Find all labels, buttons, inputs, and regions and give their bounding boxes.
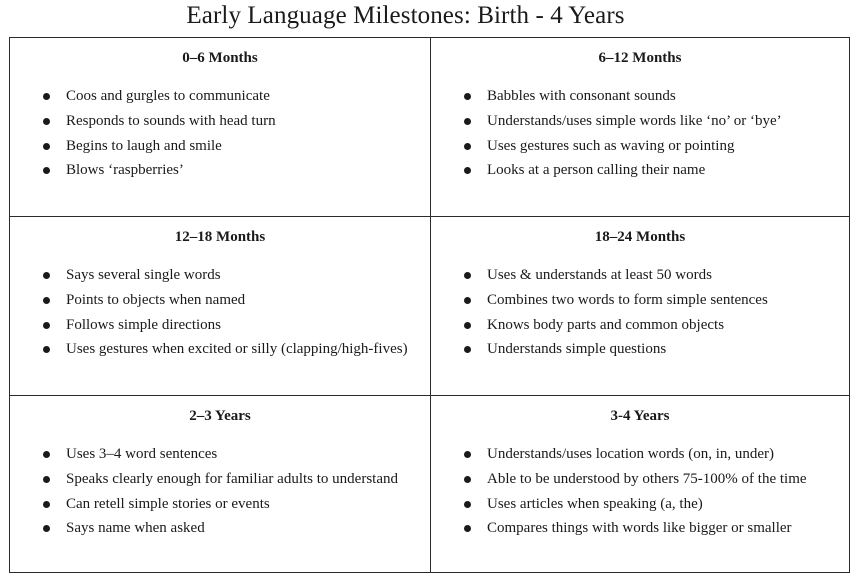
- list-item: Combines two words to form simple sentences: [431, 288, 849, 313]
- list-item: Babbles with consonant sounds: [431, 84, 849, 109]
- list-item: Coos and gurgles to communicate: [10, 84, 430, 109]
- milestones-table: [9, 37, 850, 573]
- milestone-list: [431, 263, 849, 362]
- cell-heading: 12–18 Months: [174, 229, 266, 245]
- list-item: Knows body parts and common objects: [431, 313, 849, 338]
- milestone-list: [431, 84, 849, 183]
- list-item: Uses gestures when excited or silly (clapping/high-fives): [10, 337, 430, 362]
- cell-heading: 2–3 Years: [189, 408, 251, 424]
- list-item: Speaks clearly enough for familiar adults to understand: [10, 467, 430, 492]
- cell-heading: 18–24 Months: [594, 229, 686, 245]
- milestone-list: [431, 442, 849, 541]
- milestone-cell-3-4-years: [431, 396, 849, 572]
- list-item: Uses articles when speaking (a, the): [431, 492, 849, 517]
- list-item: Understands simple questions: [431, 337, 849, 362]
- list-item: Can retell simple stories or events: [10, 492, 430, 517]
- page-title: Early Language Milestones: Birth - 4 Years: [186, 2, 625, 29]
- milestone-list: [10, 442, 430, 541]
- list-item: Uses 3–4 word sentences: [10, 442, 430, 467]
- list-item: Blows ‘raspberries’: [10, 158, 430, 183]
- milestone-cell-6-12-months: [431, 38, 849, 217]
- list-item: Uses & understands at least 50 words: [431, 263, 849, 288]
- milestone-cell-2-3-years: [10, 396, 431, 572]
- milestone-list: [10, 84, 430, 183]
- list-item: Looks at a person calling their name: [431, 158, 849, 183]
- list-item: Understands/uses simple words like ‘no’ or ‘bye’: [431, 109, 849, 134]
- milestone-cell-18-24-months: [431, 217, 849, 396]
- cell-heading: 0–6 Months: [182, 50, 258, 66]
- list-item: Uses gestures such as waving or pointing: [431, 134, 849, 159]
- list-item: Says name when asked: [10, 516, 430, 541]
- list-item: Compares things with words like bigger or smaller: [431, 516, 849, 541]
- list-item: Able to be understood by others 75-100% of the time: [431, 467, 849, 492]
- list-item: Understands/uses location words (on, in, under): [431, 442, 849, 467]
- milestone-cell-12-18-months: [10, 217, 431, 396]
- cell-heading: 3-4 Years: [610, 408, 670, 424]
- list-item: Says several single words: [10, 263, 430, 288]
- list-item: Begins to laugh and smile: [10, 134, 430, 159]
- milestone-cell-0-6-months: [10, 38, 431, 217]
- list-item: Responds to sounds with head turn: [10, 109, 430, 134]
- milestone-list: [10, 263, 430, 362]
- list-item: Follows simple directions: [10, 313, 430, 338]
- list-item: Points to objects when named: [10, 288, 430, 313]
- cell-heading: 6–12 Months: [598, 50, 682, 66]
